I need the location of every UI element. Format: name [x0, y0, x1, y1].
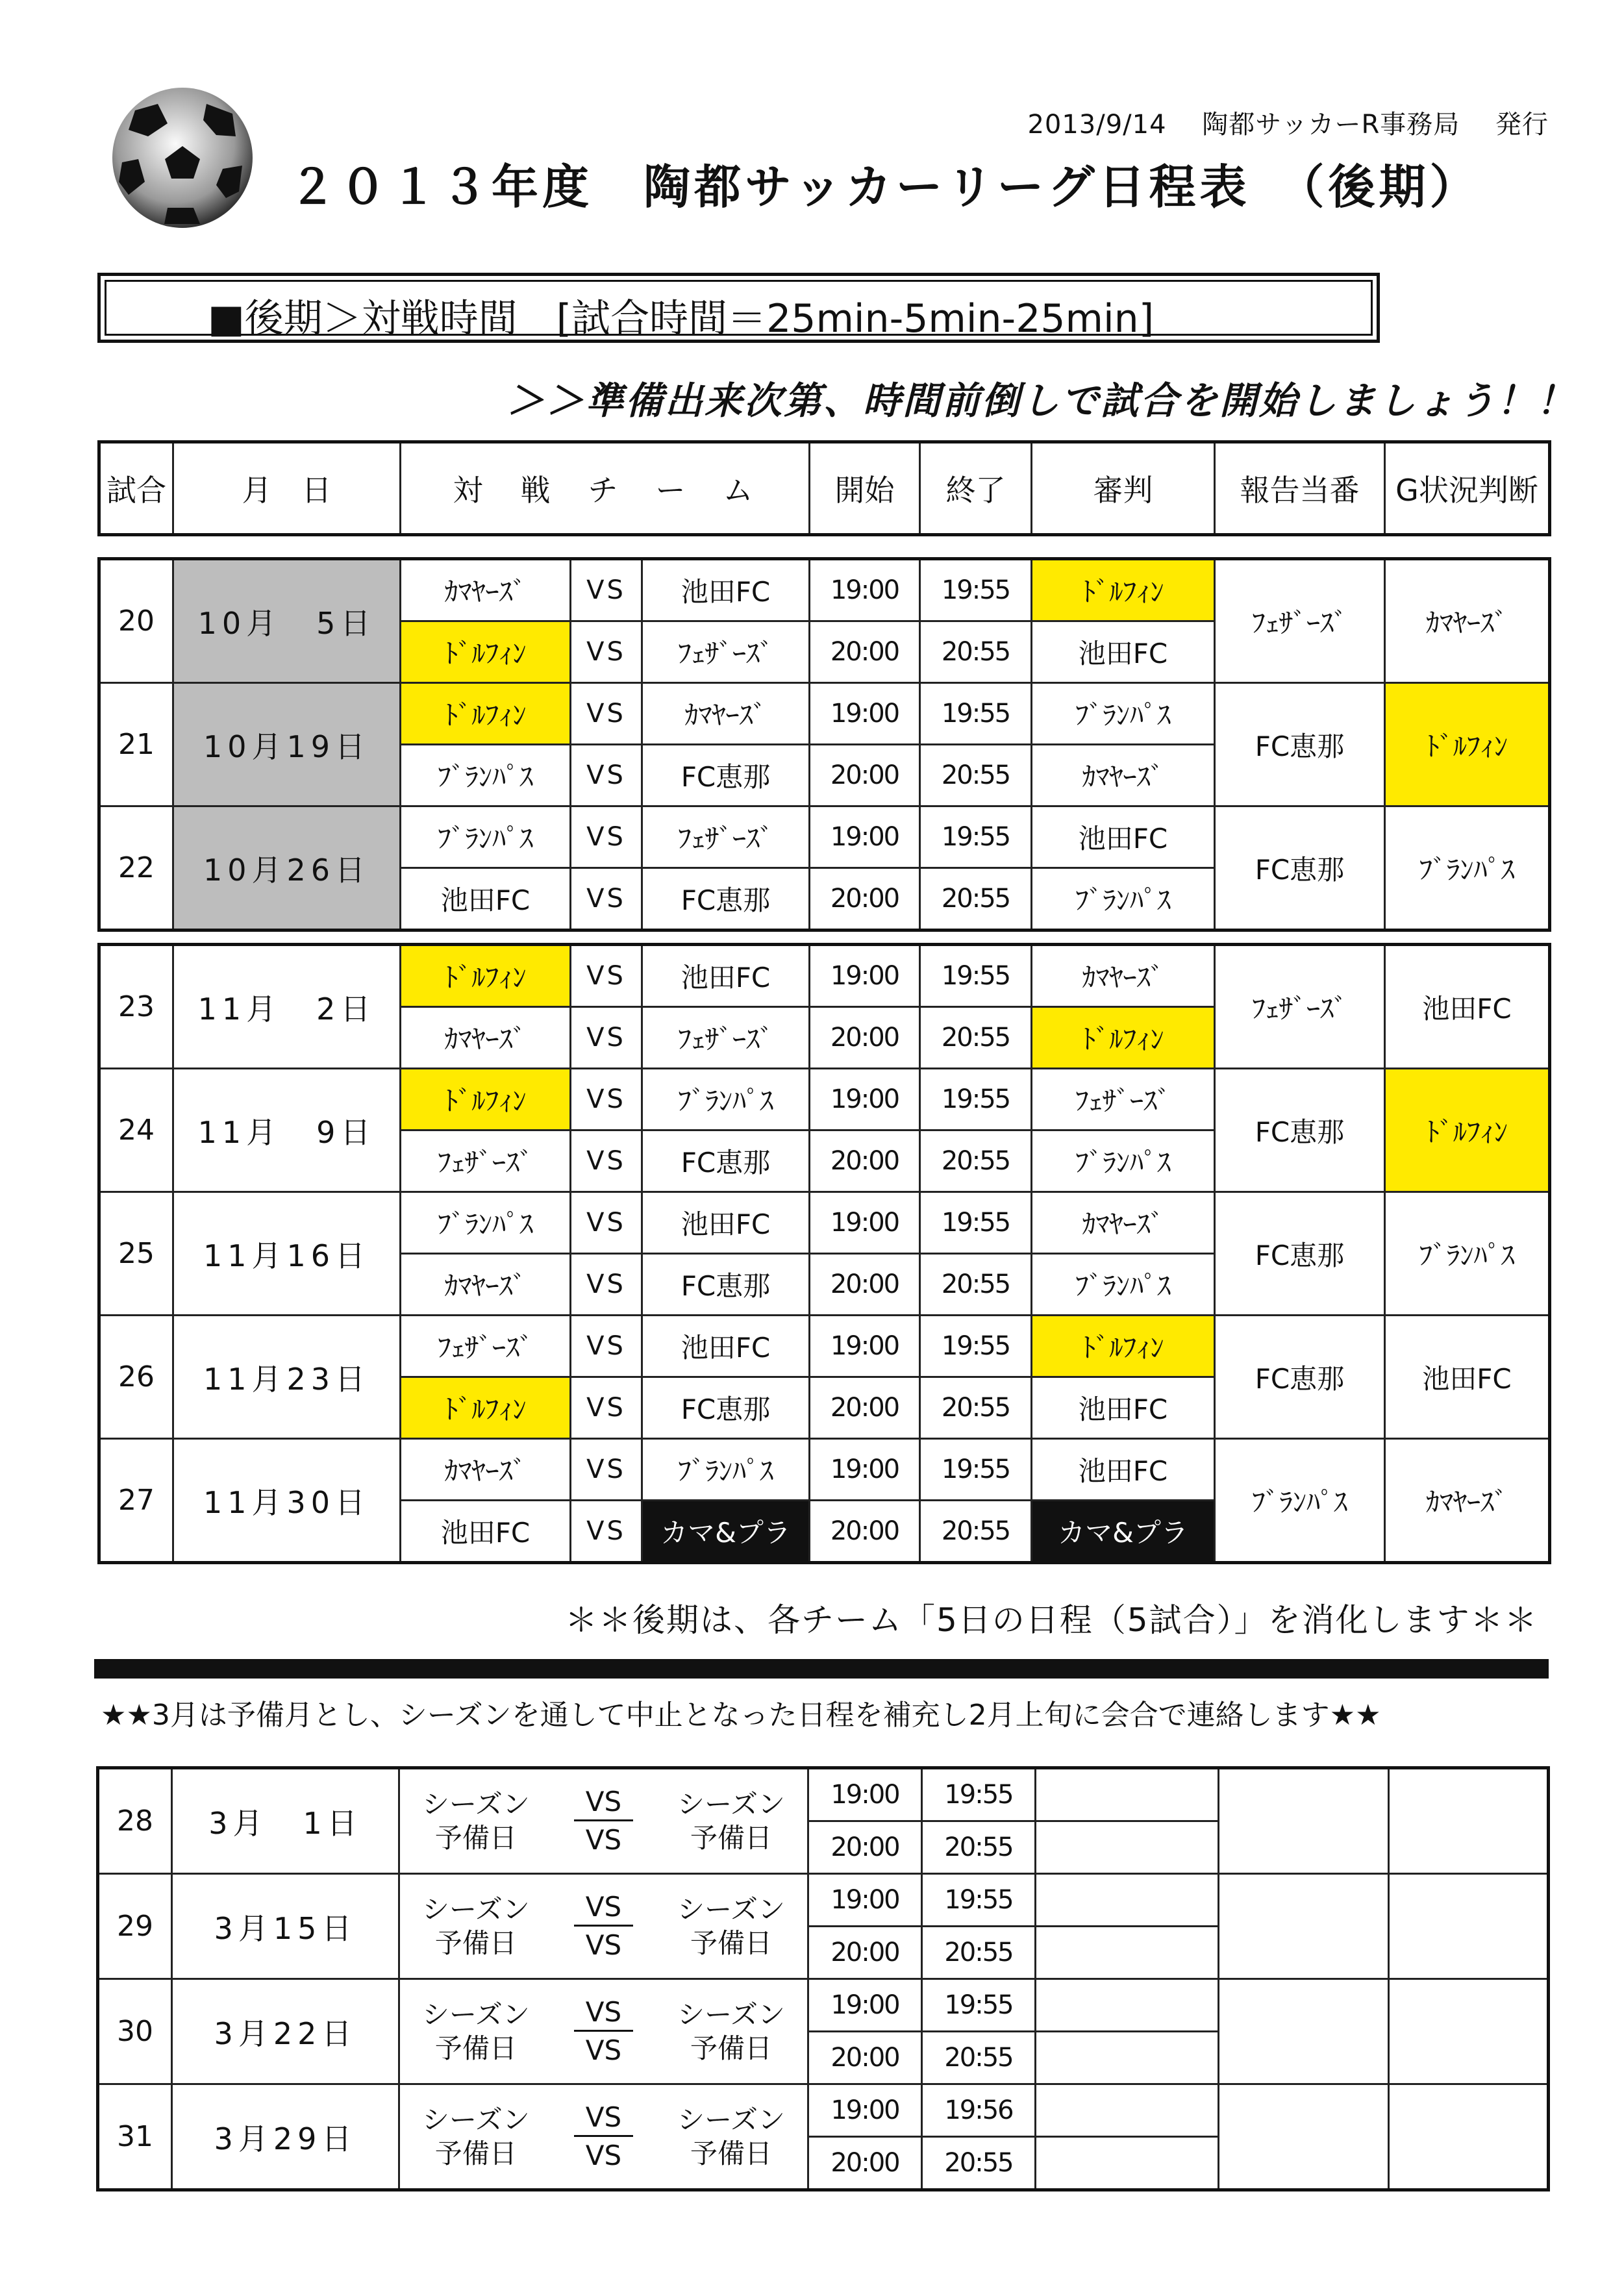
- start-time: 19:00: [810, 1316, 920, 1377]
- away-team: FC恵那: [642, 868, 810, 930]
- home-team: ｶﾏﾔｰｽﾞ: [401, 1254, 571, 1316]
- start-time: 19:00: [810, 806, 920, 868]
- vs-label: VS: [571, 683, 642, 745]
- ground-judge: [1389, 1768, 1549, 1874]
- reserve-team: シーズン 予備日: [421, 1998, 530, 2064]
- referee: [1036, 1768, 1219, 1821]
- ground-judge: ｶﾏﾔｰｽﾞ: [1385, 559, 1550, 683]
- ground-judge: ﾌﾞﾗﾝﾊﾟｽ: [1385, 1192, 1550, 1316]
- start-time: 19:00: [808, 1874, 922, 1927]
- match-number: 21: [99, 683, 173, 806]
- match-number: 30: [98, 1979, 172, 2084]
- vs-label: VS: [571, 945, 642, 1007]
- away-team: FC恵那: [642, 745, 810, 806]
- away-team: ﾌｪｻﾞｰｽﾞ: [642, 621, 810, 683]
- report-duty: FC恵那: [1215, 806, 1385, 930]
- match-number: 25: [99, 1192, 173, 1316]
- publish-label: 発行: [1495, 110, 1549, 140]
- home-team: ﾄﾞﾙﾌｨﾝ: [401, 621, 571, 683]
- match-number: 24: [99, 1069, 173, 1192]
- referee: ﾄﾞﾙﾌｨﾝ: [1032, 1316, 1215, 1377]
- start-time: 19:00: [810, 559, 920, 621]
- table-row: [99, 683, 1550, 745]
- vs-label: VS: [571, 806, 642, 868]
- match-number: 27: [99, 1439, 173, 1563]
- col-match: 試合: [99, 442, 173, 535]
- start-time: 19:00: [808, 2084, 922, 2137]
- match-time-box: [97, 273, 1380, 343]
- vs-label: VS VS: [574, 2103, 633, 2171]
- start-time: 20:00: [808, 2137, 922, 2190]
- start-time: 20:00: [810, 868, 920, 930]
- reserve-team: シーズン 予備日: [677, 1788, 786, 1854]
- vs-label: VS VS: [574, 1787, 633, 1855]
- referee: ﾌﾞﾗﾝﾊﾟｽ: [1032, 1254, 1215, 1316]
- col-teams: 対 戦 チ ー ム: [401, 442, 810, 535]
- match-date: 11月 9日: [173, 1069, 401, 1192]
- away-team: 池田FC: [642, 1316, 810, 1377]
- note-second-half: ＊＊後期は、各チーム「5日の日程（5試合）」を消化します＊＊: [565, 1601, 1538, 1639]
- vs-label: VS: [571, 1192, 642, 1254]
- start-time: 20:00: [810, 1254, 920, 1316]
- start-time: 20:00: [810, 1377, 920, 1439]
- start-time: 20:00: [808, 2032, 922, 2084]
- start-time: 20:00: [810, 1130, 920, 1192]
- home-team: 池田FC: [401, 868, 571, 930]
- vs-label: VS: [571, 1377, 642, 1439]
- referee: ﾌｪｻﾞｰｽﾞ: [1032, 1069, 1215, 1130]
- referee: 池田FC: [1032, 1377, 1215, 1439]
- end-time: 20:55: [920, 1007, 1032, 1069]
- end-time: 20:55: [920, 1130, 1032, 1192]
- end-time: 19:55: [920, 1192, 1032, 1254]
- match-number: 20: [99, 559, 173, 683]
- start-time: 19:00: [808, 1768, 922, 1821]
- referee: [1036, 1821, 1219, 1874]
- away-team: FC恵那: [642, 1130, 810, 1192]
- end-time: 20:55: [920, 1377, 1032, 1439]
- vs-label: VS: [571, 1130, 642, 1192]
- report-duty: ﾌﾞﾗﾝﾊﾟｽ: [1215, 1439, 1385, 1563]
- away-team: カマ&プラ: [642, 1501, 810, 1563]
- table-row: [99, 559, 1550, 621]
- match-date: 10月26日: [173, 806, 401, 930]
- ground-judge: ｶﾏﾔｰｽﾞ: [1385, 1439, 1550, 1563]
- match-date: 10月 5日: [173, 559, 401, 683]
- reserve-matchup: [399, 1768, 808, 1874]
- match-date: 11月30日: [173, 1439, 401, 1563]
- end-time: 20:55: [922, 2032, 1036, 2084]
- match-date: 3月 1日: [172, 1768, 399, 1874]
- referee: [1036, 2032, 1219, 2084]
- start-time: 20:00: [810, 1007, 920, 1069]
- away-team: ﾌｪｻﾞｰｽﾞ: [642, 806, 810, 868]
- match-date: 11月16日: [173, 1192, 401, 1316]
- soccer-ball-icon: [109, 84, 256, 231]
- away-team: 池田FC: [642, 559, 810, 621]
- match-date: 3月22日: [172, 1979, 399, 2084]
- vs-label: VS: [571, 1069, 642, 1130]
- start-time: 20:00: [810, 1501, 920, 1563]
- table-row: [99, 1069, 1550, 1130]
- report-duty: [1219, 1874, 1389, 1979]
- col-start: 開始: [810, 442, 920, 535]
- reserve-matchup: [399, 1874, 808, 1979]
- end-time: 19:55: [922, 1874, 1036, 1927]
- publisher: 陶都サッカーR事務局: [1202, 110, 1460, 140]
- referee: [1036, 1927, 1219, 1979]
- start-time: 19:00: [810, 683, 920, 745]
- vs-label: VS VS: [574, 1997, 633, 2066]
- referee: ﾄﾞﾙﾌｨﾝ: [1032, 559, 1215, 621]
- match-number: 31: [98, 2084, 172, 2190]
- home-team: ﾌﾞﾗﾝﾊﾟｽ: [401, 806, 571, 868]
- start-time: 20:00: [808, 1821, 922, 1874]
- end-time: 19:55: [920, 1316, 1032, 1377]
- ground-judge: ﾄﾞﾙﾌｨﾝ: [1385, 1069, 1550, 1192]
- referee: [1036, 2084, 1219, 2137]
- match-time-text: ■後期＞対戦時間 [試合時間＝25min-5min-25min]: [208, 296, 1155, 342]
- reserve-matchup: [399, 2084, 808, 2190]
- start-time: 19:00: [810, 1192, 920, 1254]
- end-time: 19:55: [922, 1979, 1036, 2032]
- slogan: ＞＞準備出来次第、時間前倒しで試合を開始しましょう！！: [506, 379, 1577, 423]
- vs-label: VS: [571, 745, 642, 806]
- away-team: FC恵那: [642, 1377, 810, 1439]
- ground-judge: ﾄﾞﾙﾌｨﾝ: [1385, 683, 1550, 806]
- reserve-matchup: [399, 1979, 808, 2084]
- home-team: 池田FC: [401, 1501, 571, 1563]
- referee: ｶﾏﾔｰｽﾞ: [1032, 745, 1215, 806]
- reserve-team: シーズン 予備日: [677, 1998, 786, 2064]
- ground-judge: 池田FC: [1385, 1316, 1550, 1439]
- reserve-team: シーズン 予備日: [677, 2103, 786, 2169]
- match-date: 3月29日: [172, 2084, 399, 2190]
- end-time: 20:55: [920, 1501, 1032, 1563]
- vs-label: VS: [571, 1254, 642, 1316]
- report-duty: FC恵那: [1215, 1069, 1385, 1192]
- end-time: 20:55: [922, 2137, 1036, 2190]
- vs-label: VS: [571, 559, 642, 621]
- start-time: 20:00: [808, 1927, 922, 1979]
- col-referee: 審判: [1032, 442, 1215, 535]
- start-time: 19:00: [810, 945, 920, 1007]
- start-time: 19:00: [808, 1979, 922, 2032]
- report-duty: ﾌｪｻﾞｰｽﾞ: [1215, 945, 1385, 1069]
- end-time: 19:56: [922, 2084, 1036, 2137]
- col-ground: G状況判断: [1385, 442, 1550, 535]
- end-time: 20:55: [920, 868, 1032, 930]
- home-team: ﾄﾞﾙﾌｨﾝ: [401, 1069, 571, 1130]
- vs-label: VS: [571, 868, 642, 930]
- page-title: ２０１３年度 陶都サッカーリーグ日程表 （後期）: [289, 160, 1480, 214]
- divider-bar: [94, 1659, 1549, 1679]
- end-time: 19:55: [920, 806, 1032, 868]
- publish-date: 2013/9/14: [1027, 110, 1167, 140]
- report-duty: [1219, 1979, 1389, 2084]
- ground-judge: [1389, 2084, 1549, 2190]
- end-time: 20:55: [922, 1927, 1036, 1979]
- note-march-reserve: ★★3月は予備月とし、シーズンを通して中止となった日程を補充し2月上旬に会合で連絡します★★: [101, 1699, 1381, 1732]
- match-number: 22: [99, 806, 173, 930]
- referee: [1036, 2137, 1219, 2190]
- report-duty: [1219, 2084, 1389, 2190]
- table-row: [98, 1979, 1549, 2032]
- reserve-team: シーズン 予備日: [421, 1893, 530, 1959]
- column-header: [97, 440, 1551, 536]
- start-time: 20:00: [810, 745, 920, 806]
- reserve-team: シーズン 予備日: [421, 1788, 530, 1854]
- match-date: 3月15日: [172, 1874, 399, 1979]
- reserve-team: シーズン 予備日: [677, 1893, 786, 1959]
- away-team: FC恵那: [642, 1254, 810, 1316]
- referee: 池田FC: [1032, 1439, 1215, 1501]
- away-team: ﾌﾞﾗﾝﾊﾟｽ: [642, 1069, 810, 1130]
- table-row: [98, 2084, 1549, 2137]
- match-date: 11月 2日: [173, 945, 401, 1069]
- ground-judge: 池田FC: [1385, 945, 1550, 1069]
- report-duty: FC恵那: [1215, 1316, 1385, 1439]
- vs-label: VS: [571, 1007, 642, 1069]
- referee: 池田FC: [1032, 621, 1215, 683]
- report-duty: FC恵那: [1215, 683, 1385, 806]
- away-team: ﾌｪｻﾞｰｽﾞ: [642, 1007, 810, 1069]
- report-duty: ﾌｪｻﾞｰｽﾞ: [1215, 559, 1385, 683]
- end-time: 19:55: [920, 1439, 1032, 1501]
- vs-label: VS: [571, 1439, 642, 1501]
- end-time: 20:55: [920, 1254, 1032, 1316]
- away-team: 池田FC: [642, 945, 810, 1007]
- table-row: [98, 1768, 1549, 1821]
- start-time: 19:00: [810, 1069, 920, 1130]
- col-date: 月 日: [173, 442, 401, 535]
- away-team: 池田FC: [642, 1192, 810, 1254]
- table-row: [99, 945, 1550, 1007]
- vs-label: VS: [571, 1316, 642, 1377]
- end-time: 19:55: [920, 559, 1032, 621]
- schedule-block-november: [97, 943, 1551, 1564]
- away-team: ｶﾏﾔｰｽﾞ: [642, 683, 810, 745]
- home-team: ﾄﾞﾙﾌｨﾝ: [401, 683, 571, 745]
- end-time: 19:55: [920, 1069, 1032, 1130]
- publish-line: [1027, 104, 1549, 141]
- report-duty: [1219, 1768, 1389, 1874]
- end-time: 20:55: [920, 745, 1032, 806]
- referee: カマ&プラ: [1032, 1501, 1215, 1563]
- report-duty: FC恵那: [1215, 1192, 1385, 1316]
- end-time: 20:55: [920, 621, 1032, 683]
- start-time: 19:00: [810, 1439, 920, 1501]
- match-number: 28: [98, 1768, 172, 1874]
- home-team: ｶﾏﾔｰｽﾞ: [401, 1007, 571, 1069]
- end-time: 19:55: [922, 1768, 1036, 1821]
- home-team: ﾄﾞﾙﾌｨﾝ: [401, 1377, 571, 1439]
- ground-judge: [1389, 1874, 1549, 1979]
- reserve-team: シーズン 予備日: [421, 2103, 530, 2169]
- referee: ﾄﾞﾙﾌｨﾝ: [1032, 1007, 1215, 1069]
- end-time: 20:55: [922, 1821, 1036, 1874]
- table-row: [98, 1874, 1549, 1927]
- vs-label: VS VS: [574, 1892, 633, 1960]
- referee: ﾌﾞﾗﾝﾊﾟｽ: [1032, 868, 1215, 930]
- match-number: 29: [98, 1874, 172, 1979]
- match-number: 23: [99, 945, 173, 1069]
- table-row: [99, 1439, 1550, 1501]
- referee: 池田FC: [1032, 806, 1215, 868]
- home-team: ｶﾏﾔｰｽﾞ: [401, 1439, 571, 1501]
- match-number: 26: [99, 1316, 173, 1439]
- referee: ﾌﾞﾗﾝﾊﾟｽ: [1032, 1130, 1215, 1192]
- end-time: 19:55: [920, 945, 1032, 1007]
- referee: [1036, 1874, 1219, 1927]
- ground-judge: [1389, 1979, 1549, 2084]
- referee: ﾌﾞﾗﾝﾊﾟｽ: [1032, 683, 1215, 745]
- referee: [1036, 1979, 1219, 2032]
- ground-judge: ﾌﾞﾗﾝﾊﾟｽ: [1385, 806, 1550, 930]
- home-team: ﾌﾞﾗﾝﾊﾟｽ: [401, 745, 571, 806]
- home-team: ﾌﾞﾗﾝﾊﾟｽ: [401, 1192, 571, 1254]
- referee: ｶﾏﾔｰｽﾞ: [1032, 1192, 1215, 1254]
- schedule-block-march: [96, 1766, 1550, 2191]
- start-time: 20:00: [810, 621, 920, 683]
- home-team: ﾌｪｻﾞｰｽﾞ: [401, 1316, 571, 1377]
- referee: ｶﾏﾔｰｽﾞ: [1032, 945, 1215, 1007]
- vs-label: VS: [571, 621, 642, 683]
- schedule-block-october: [97, 557, 1551, 932]
- match-date: 10月19日: [173, 683, 401, 806]
- away-team: ﾌﾞﾗﾝﾊﾟｽ: [642, 1439, 810, 1501]
- table-row: [99, 806, 1550, 868]
- home-team: ﾄﾞﾙﾌｨﾝ: [401, 945, 571, 1007]
- end-time: 19:55: [920, 683, 1032, 745]
- vs-label: VS: [571, 1501, 642, 1563]
- table-row: [99, 1316, 1550, 1377]
- match-date: 11月23日: [173, 1316, 401, 1439]
- home-team: ｶﾏﾔｰｽﾞ: [401, 559, 571, 621]
- table-row: [99, 1192, 1550, 1254]
- home-team: ﾌｪｻﾞｰｽﾞ: [401, 1130, 571, 1192]
- col-report: 報告当番: [1215, 442, 1385, 535]
- col-end: 終了: [920, 442, 1032, 535]
